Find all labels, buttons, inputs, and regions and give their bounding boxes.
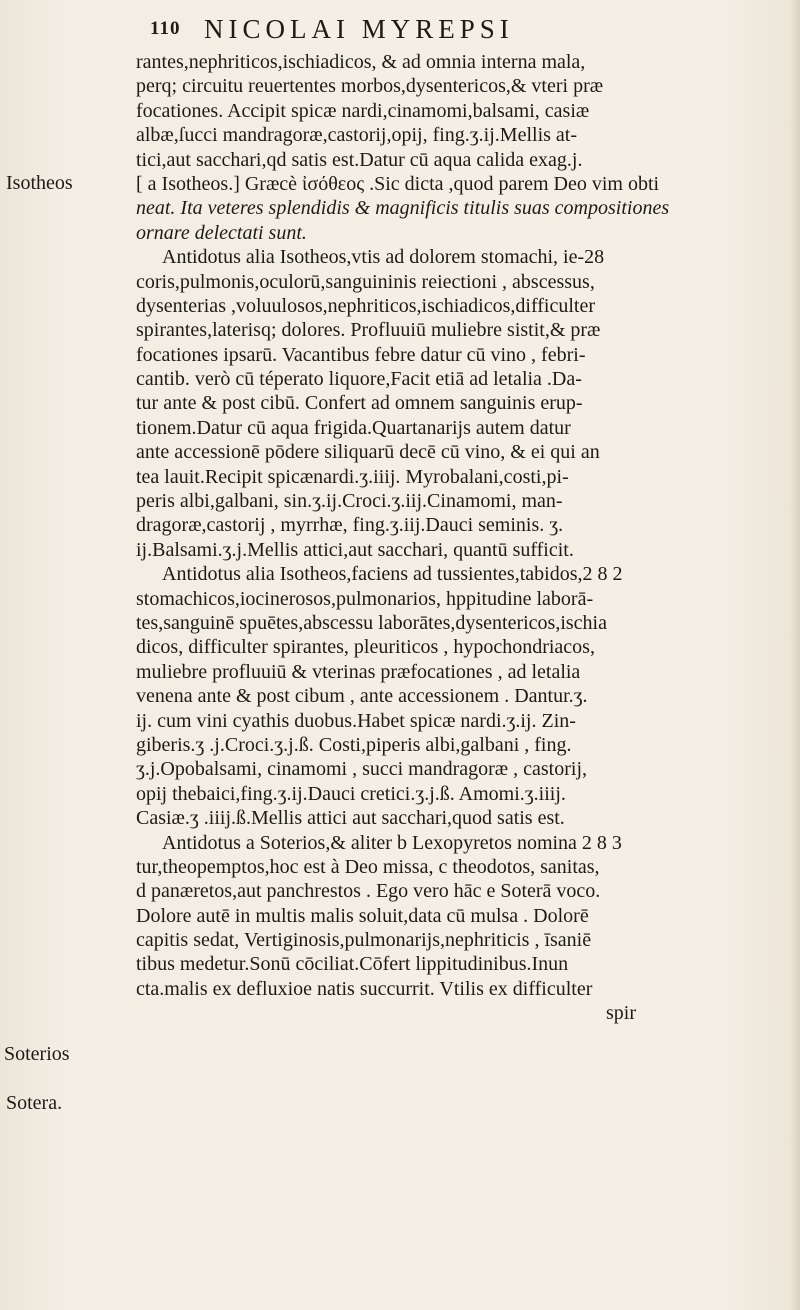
text-line: ij. cum vini cyathis duobus.Habet spicæ nardi.ʒ.ij. Zin- (136, 709, 576, 732)
margin-note-sotera: Sotera. (6, 1092, 63, 1114)
text-line: perq; circuitu reuertentes morbos,dysentericos,& vteri præ (136, 75, 604, 98)
text-line: giberis.ʒ .j.Croci.ʒ.j.ß. Costi,piperis albi,galbani , fing. (136, 733, 572, 756)
text-line: tea lauit.Recipit spicænardi.ʒ.iiij. Myrobalani,costi,pi- (136, 465, 569, 488)
text-line: ante accessionē pōdere siliquarū decē cū vino, & ei qui an (136, 441, 600, 464)
catchword: spir (606, 1002, 636, 1025)
text-line: rantes,nephriticos,ischiadicos, & ad omnia interna mala, (136, 51, 586, 73)
text-line: dicos, difficulter spirantes, pleuriticos , hypochondriacos, (136, 636, 595, 659)
page-header (150, 14, 710, 48)
text-line: tici,aut sacchari,qd satis est.Datur cū aqua calida exag.j. (136, 148, 583, 171)
paragraph-first-line: Antidotus alia Isotheos,vtis ad dolorem stomachi, ie-28 (162, 246, 605, 269)
text-line: stomachicos,iocinerosos,pulmonarios, hppitudine laborā- (136, 587, 594, 610)
text-line: dysenterias ,voluulosos,nephriticos,ischiadicos,difficulter (136, 294, 595, 317)
text-line: tionem.Datur cū aqua frigida.Quartanarijs autem datur (136, 416, 571, 439)
text-line: coris,pulmonis,oculorū,sanguininis reiectioni , abscessus, (136, 270, 595, 293)
text-line: opij thebaici,fing.ʒ.ij.Dauci cretici.ʒ.j.ß. Amomi.ʒ.iiij. (136, 782, 566, 805)
text-line: tur,theopemptos,hoc est à Deo missa, c theodotos, sanitas, (136, 855, 600, 878)
text-line: cantib. verò cū téperato liquore,Facit etiā ad letalia .Da- (136, 368, 582, 391)
page-number: 110 (150, 18, 181, 39)
text-line: d panæretos,aut panchrestos . Ego vero hāc e Soterā voco. (136, 880, 601, 903)
text-line: albæ,ſucci mandragoræ,castorij,opij, fing.ʒ.ij.Mellis at- (136, 124, 578, 147)
margin-note-isotheos: Isotheos (6, 172, 73, 194)
text-line: Dolore autē in multis malis soluit,data cū mulsa . Dolorē (136, 904, 589, 927)
text-line: cta.malis ex defluxioe natis succurrit. Vtilis ex difficulter (136, 977, 593, 1000)
text-line: Casiæ.ʒ .iiij.ß.Mellis attici aut sacchari,quod satis est. (136, 807, 565, 830)
text-line: ij.Balsami.ʒ.j.Mellis attici,aut sacchari, quantū sufficit. (136, 538, 574, 561)
text-line: capitis sedat, Vertiginosis,pulmonarijs,nephriticis , īsaniē (136, 929, 592, 952)
footnote-line: neat. Ita veteres splendidis & magnificis titulis suas compositiones (136, 197, 670, 220)
paragraph-first-line: Antidotus a Soterios,& aliter b Lexopyretos nomina 2 8 3 (162, 831, 622, 854)
text-line: dragoræ,castorij , myrrhæ, fing.ʒ.iij.Dauci seminis. ʒ. (136, 514, 564, 537)
footnote-line: ornare delectati sunt. (136, 221, 307, 244)
text-line: focationes. Accipit spicæ nardi,cinamomi,balsami, casiæ (136, 99, 590, 122)
margin-note-soterios: Soterios (4, 1043, 70, 1065)
text-line: tes,sanguinē spuētes,abscessu laborātes,dysentericos,ischia (136, 611, 607, 634)
text-line: tur ante & post cibū. Confert ad omnem sanguinis erup- (136, 392, 583, 415)
text-line: muliebre profluuiū & vterinas præfocationes , ad letalia (136, 660, 581, 683)
paragraph-first-line: Antidotus alia Isotheos,faciens ad tussientes,tabidos,2 8 2 (162, 563, 623, 586)
running-head: NICOLAI MYREPSI (204, 14, 514, 44)
text-line: peris albi,galbani, sin.ʒ.ij.Croci.ʒ.iij.Cinamomi, man- (136, 490, 563, 513)
text-line: focationes ipsarū. Vacantibus febre datur cū vino , febri- (136, 343, 586, 366)
page-edge-shadow (790, 0, 800, 1310)
body-text (136, 50, 776, 1026)
text-line: spirantes,laterisq; dolores. Profluuiū muliebre sistit,& præ (136, 319, 601, 342)
text-line: tibus medetur.Sonū cōciliat.Cōfert lippitudinibus.Inun (136, 953, 569, 976)
footnote-line: [ a Isotheos.] Græcè ἰσόθεος .Sic dicta ,quod parem Deo vim obti (136, 172, 660, 195)
text-line: venena ante & post cibum , ante accessionem . Dantur.ʒ. (136, 685, 588, 708)
text-line: ʒ.j.Opobalsami, cinamomi , succi mandragoræ , castorij, (136, 758, 587, 781)
